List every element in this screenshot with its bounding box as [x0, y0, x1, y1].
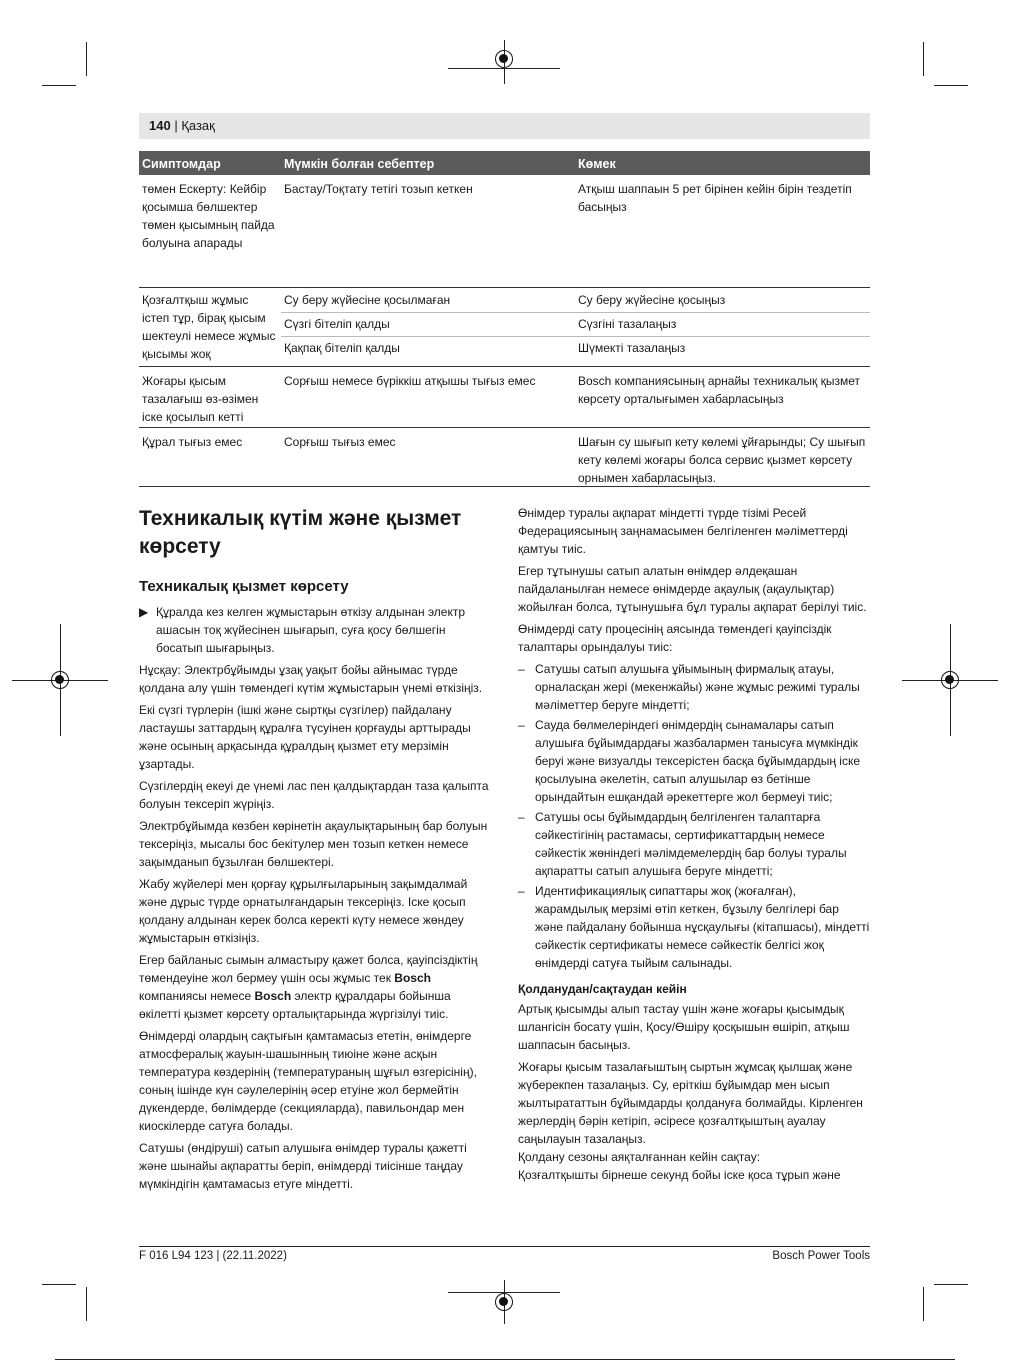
remedy-cell: Шағын су шығып кету көлемі ұйғарынды; Су шығып кету көлемі жоғары болса сервис қызмет көрсету орнымен хабарласыңыз. [578, 435, 866, 485]
paragraph: Жоғары қысым тазалағыштың сыртын жұмсақ қылшақ және жүберекпен тазалаңыз. Су, еріткіш бұйымдар мен ысып жылтырататтын бұйымдарды қолдануға болмайды. Кірленген жерлердің бәрін кетіріп, әсіресе қозғалтқыштың ауалау саңылауын тазалаңыз. [518, 1060, 863, 1146]
symptom-cell: Құрал тығыз емес [142, 435, 243, 449]
paragraph: Нұсқау: Электрбұйымды ұзақ уақыт бойы айнымас түрде қолдана алу үшін төмендегі күтім жұмыстарын үнемі өткізіңіз. [139, 663, 483, 695]
text-run: компаниясы немесе [139, 989, 255, 1003]
remedy-cell: Шүмекті тазалаңыз [578, 341, 686, 355]
dash-marker: – [518, 884, 525, 898]
symptom-cell: төмен Ескерту: Кейбір қосымша бөлшектер төмен қысымның пайда болуына апарады [142, 182, 275, 250]
remedy-cell: Bosch компаниясының арнайы техникалық қызмет көрсету орталығымен хабарласыңыз [578, 374, 861, 406]
cause-cell: Су беру жүйесіне қосылмаған [284, 293, 451, 307]
paragraph: Егер тұтынушы сатып алатын өнімдер әлдеқашан пайдаланылған немесе өнімдерде ақаулық (ақаулықтар) жойылған болса, тұтынушыға бұл туралы ақпарат берілуі тиіс. [518, 564, 867, 614]
list-item [518, 660, 870, 714]
table-subrow-divider [281, 312, 870, 313]
table-header [139, 151, 870, 175]
table-row [139, 428, 870, 487]
cause-cell: Қақпақ бітеліп қалды [284, 341, 400, 355]
header-language: Қазақ [181, 118, 215, 133]
page-header [139, 113, 870, 139]
list-item-text: Сатушы сатып алушыға ұйымының фирмалық атауы, орналасқан жері (мекенжайы) және жұмыс режимі туралы мәліметтер беруге міндетті; [535, 662, 860, 712]
brand-name: Bosch [394, 971, 431, 985]
right-column [518, 504, 870, 1184]
dash-marker: – [518, 810, 525, 824]
table-row [139, 288, 870, 367]
paragraph: Өнімдер туралы ақпарат міндетті түрде тізімі Ресей Федерациясының заңнамасымен белгіленген мәліметтерді қамтуы тиіс. [518, 506, 848, 556]
section-subtitle: Техникалық қызмет көрсету [139, 578, 349, 595]
column-header-symptoms: Симптомдар [142, 157, 221, 171]
paragraph: Өнімдерді олардың сақтығын қамтамасыз ететін, өнімдерге атмосфералық жауын-шашынның тиюіне және асқын температура көздерінің (температураның шұғыл өзгерісінің), соның ішінде күн сәулелерінің әсер етуіне жол бермейтін дүкендерде, бөлімдерде (секцияларда), павильондар мен киоскілерде сатуға болады. [139, 1029, 477, 1133]
bullet-text: Құралда кез келген жұмыстарын өткізу алдынан электр ашасын тоқ жүйесінен шығарып, суға қосу бөлшегін босатып шығарыңыз. [156, 605, 466, 655]
column-header-remedy: Көмек [578, 157, 616, 171]
remedy-cell: Су беру жүйесіне қосыңыз [578, 293, 726, 307]
dash-marker: – [518, 718, 525, 732]
footer-divider [139, 1246, 870, 1247]
registration-mark-icon [51, 671, 69, 689]
crop-mark [42, 1284, 76, 1285]
cause-cell: Сорғыш тығыз емес [284, 435, 396, 449]
crop-mark [923, 42, 924, 76]
paragraph: Артық қысымды алып тастау үшін және жоғары қысымдық шлангісін босату үшін, Қосу/Өшіру қосқышын өшіріп, атқыш шаппасын басыңыз. [518, 1002, 850, 1052]
paragraph [139, 951, 491, 1023]
table-subrow-divider [281, 336, 870, 337]
paragraph: Электрбұйымда көзбен көрінетін ақаулықтарының бар болуын тексеріңіз, мысалы бос бекітулер мен тозып кеткен немесе зақымданып бұзылған бөлшектері. [139, 819, 488, 869]
list-item [518, 716, 870, 806]
paragraph: Сатушы (өндіруші) сатып алушыға өнімдер туралы қажетті және шынайы ақпаратты беріп, өнімдерді тиісінше таңдау мүмкіндігін қамтамасыз етуге міндетті. [139, 1141, 467, 1191]
list-item-text: Сауда бөлмелеріндегі өнімдердің сынамалары сатып алушыға бұйымдардағы жазбалармен танысуға мүмкіндік беруі және визуалды тексерістен басқа бұйымдардың іске қосылуына әкелетін, сатып алушылар өз бетінше орындайтын ешқандай әрекеттерге жол бермеуі тиіс; [535, 718, 861, 804]
brand-name: Bosch [254, 989, 292, 1003]
troubleshooting-table [139, 151, 870, 487]
remedy-cell: Атқыш шаппаын 5 рет бірінен кейін бірін тездетіп басыңыз [578, 182, 852, 214]
crop-mark [923, 1287, 924, 1321]
paragraph: Қозғалтқышты бірнеше секунд бойы іске қоса тұрып және [518, 1168, 841, 1182]
paragraph: Жабу жүйелері мен қорғау құрылғыларының зақымдалмай және дұрыс түрде орнатылғандарын тексеріңіз. Іске қосып қолдану алдынан керек болса керекті күту немесе жөндеу жұмыстарын өткізіңіз. [139, 877, 468, 945]
page-number-label [149, 118, 215, 134]
table-row [139, 175, 870, 288]
text-run: электр құралдары бойынша өкілетті қызмет көрсету орталықтарында жүргізілуі тиіс. [139, 989, 451, 1021]
page-number: 140 [149, 118, 171, 133]
footer-brand: Bosch Power Tools [772, 1250, 870, 1262]
registration-mark-icon [941, 671, 959, 689]
crop-mark [86, 1287, 87, 1321]
table-row [139, 367, 870, 428]
symptom-cell: Қозғалтқыш жұмыс істеп тұр, бірақ қысым шектеулі немесе жұмыс қысымы жоқ [142, 293, 276, 361]
text-run: Егер байланыс сымын алмастыру қажет болса, қауіпсіздіктің төмендеуіне жол бермеу үшін осы жұмыс тек [139, 953, 478, 985]
registration-mark-icon [495, 1293, 513, 1311]
remedy-cell: Сүзгіні тазалаңыз [578, 317, 677, 331]
list-item [518, 808, 870, 880]
registration-mark-icon [495, 50, 513, 68]
symptom-cell: Жоғары қысым тазалағыш өз-өзімен іске қосылып кетті [142, 374, 259, 424]
header-separator: | [170, 118, 182, 133]
paragraph: Өнімдерді сату процесінің аясында төмендегі қауіпсіздік талаптары орындалуы тиіс: [518, 622, 832, 654]
footer-doc-id: F 016 L94 123 | (22.11.2022) [139, 1250, 287, 1262]
page-edge-line [55, 1359, 955, 1360]
paragraph: Сүзгілердің екеуі де үнемі лас пен қалдықтардан таза қалыпта болуын тексеріп жүріңіз. [139, 779, 489, 811]
crop-mark [934, 85, 968, 86]
crop-mark [86, 42, 87, 76]
column-header-causes: Мүмкін болған себептер [284, 157, 435, 171]
list-item-text: Сатушы осы бұйымдардың белгіленген талаптарға сәйкестігінің растамасы, сертификаттардың немесе сәйкестік жөніндегі мәлімдемелердің бар болуы туралы ақпаратты сатып алушыға беруге міндетті; [535, 810, 847, 878]
left-column [139, 505, 491, 1197]
cause-cell: Сорғыш немесе бүріккіш атқышы тығыз емес [284, 374, 536, 388]
paragraph: Қолдану сезоны аяқталғаннан кейін сақтау: [518, 1150, 761, 1164]
crop-mark [934, 1284, 968, 1285]
dash-marker: – [518, 662, 525, 676]
section-title: Техникалық күтім және қызмет көрсету [139, 507, 462, 558]
bullet-arrow-icon: ▶ [139, 605, 149, 619]
list-item-text: Идентификациялық сипаттары жоқ (жоғалған), жарамдылық мерзімі өтіп кеткен, бұзылу белгілері бар және пайдалану бойынша нұсқаулығы (кітапшасы), міндетті сәйкестік сертификаты немесе сәйкестік белгісі жоқ өнімдерді сатуға тыйым салынады. [535, 884, 870, 970]
section-subtitle: Қолданудан/сақтаудан кейін [518, 982, 687, 996]
bullet-item [139, 603, 491, 657]
list-item [518, 882, 870, 972]
cause-cell: Сүзгі бітеліп қалды [284, 317, 390, 331]
paragraph: Екі сүзгі түрлерін (ішкі және сыртқы сүзгілер) пайдалану ластаушы заттардың құралға түсуінен қорғауды арттырады және осының арқасында құралдың қызмет ету мерзімін ұзартады. [139, 703, 471, 771]
cause-cell: Бастау/Тоқтату тетігі тозып кеткен [284, 182, 473, 196]
crop-mark [42, 85, 76, 86]
